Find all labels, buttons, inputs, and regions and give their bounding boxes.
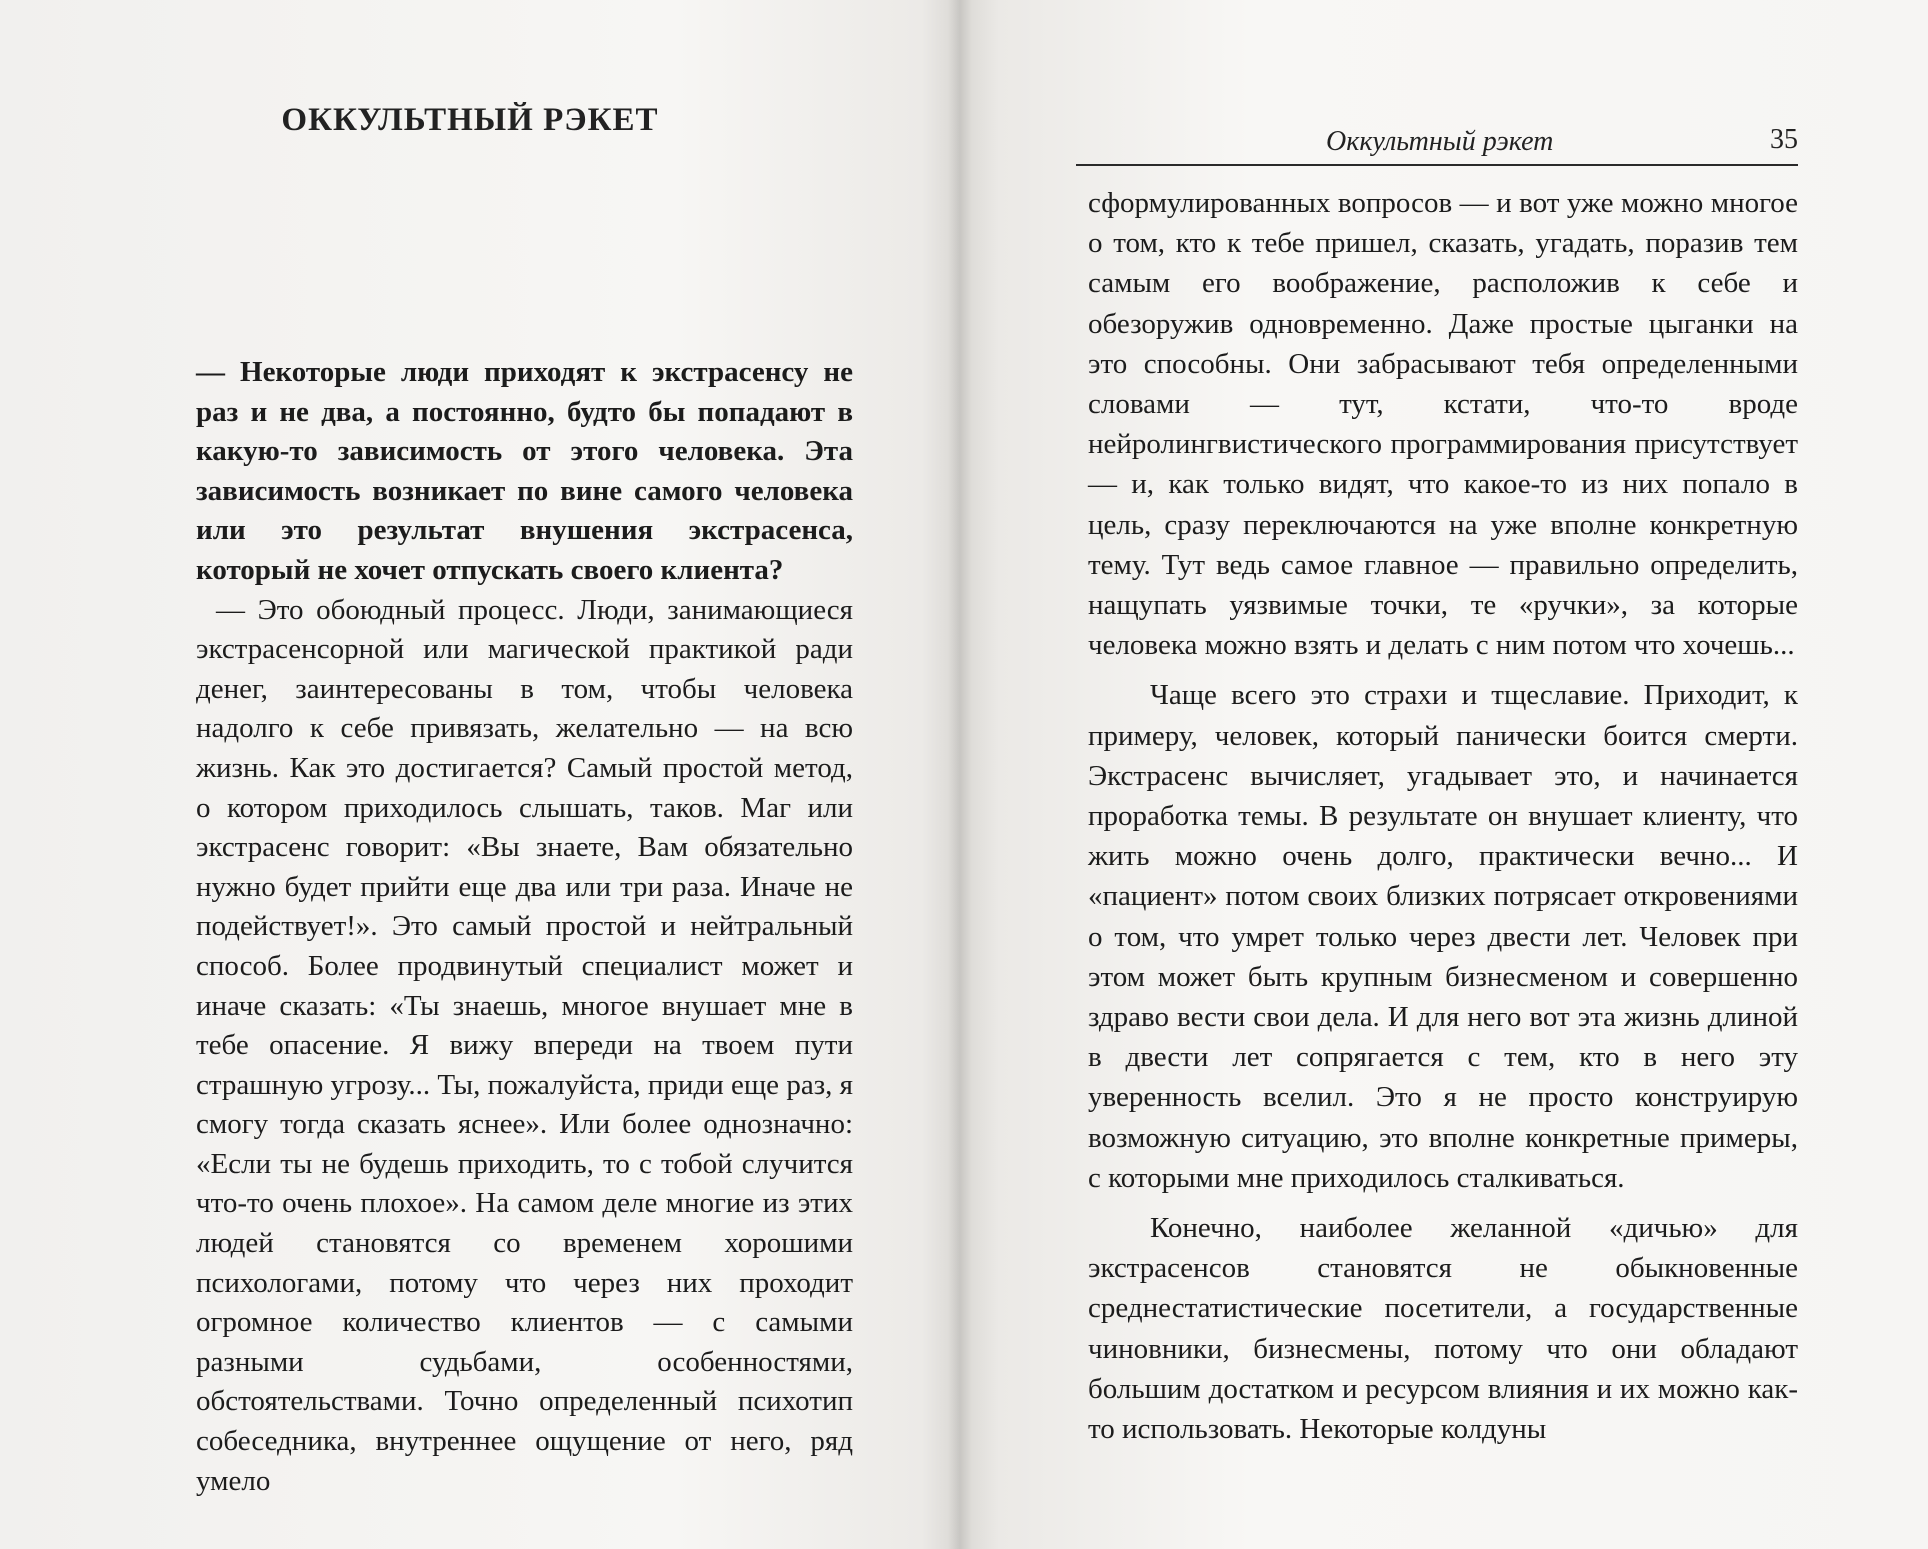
paragraph: Чаще всего это страхи и тщеславие. Приходит, к примеру, человек, который панически боится смерти. Экстрасенс вычисляет, угадывает это, и начинается проработка темы. В результате он внушает клиенту, что жить можно очень долго, практически вечно... И «пациент» потом своих близких потрясает откровениями о том, что умрет только через двести лет. Человек при этом может быть крупным бизнесменом и совершенно здраво вести свои дела. И для него вот эта жизнь длиной в двести лет сопрягается с тем, кто в него эту уверенность вселил. Это я не просто конструирую возможную ситуацию, это вполне конкретные примеры, с которыми мне приходилось сталкиваться. xyxy=(1088,679,1798,1194)
left-page xyxy=(0,0,960,1549)
interview-question: — Некоторые люди приходят к экстрасенсу не раз и не два, а постоянно, будто бы попадают в какую-то зависимость от этого человека. Эта зависимость возникает по вине самого человека или это результат внушения экстрасенса, который не хочет отпускать своего клиента? xyxy=(196,356,853,586)
paragraph: Конечно, наиболее желанной «дичью» для экстрасенсов становятся не обыкновенные среднестатистические посетители, а государственные чиновники, бизнесмены, потому что они обладают большим достатком и ресурсом влияния и их можно как-то использовать. Некоторые колдуны xyxy=(1088,1212,1798,1446)
left-text-block xyxy=(196,353,853,1501)
running-title: Оккультный рэкет xyxy=(1326,126,1554,157)
interview-answer: — Это обоюдный процесс. Люди, занимающиеся экстрасенсорной или магической практикой ради денег, заинтересованы в том, чтобы человека надолго к себе привязать, желательно — на всю жизнь. Как это достигается? Самый простой метод, о котором приходилось слышать, таков. Маг или экстрасенс говорит: «Вы знаете, Вам обязательно нужно будет прийти еще два или три раза. Иначе не подействует!». Это самый простой и нейтральный способ. Более продвинутый специалист может и иначе сказать: «Ты знаешь, многое внушает мне в тебе опасение. Я вижу впереди на твоем пути страшную угрозу... Ты, пожалуйста, приди еще раз, я смогу тогда сказать яснее». Или более однозначно: «Если ты не будешь приходить, то с тобой случится что-то очень плохое». На самом деле многие из этих людей становятся со временем хорошими психологами, потому что через них проходит огромное количество клиентов — с самыми разными судьбами, особенностями, обстоятельствами. Точно определенный психотип собеседника, внутреннее ощущение от него, ряд умело xyxy=(196,593,853,1497)
chapter-title: ОККУЛЬТНЫЙ РЭКЕТ xyxy=(281,102,659,138)
paragraph-continued: сформулированных вопросов — и вот уже можно многое о том, кто к тебе пришел, сказать, угадать, поразив тем самым его воображение, расположив к себе и обезоружив одновременно. Даже простые цыганки на это способны. Они забрасывают тебя определенными словами — тут, кстати, что-то вроде нейролингвистического программирования присутствует — и, как только видят, что какое-то из них попало в цель, сразу переключаются на уже вполне конкретную тему. Тут ведь самое главное — правильно определить, нащупать уязвимые точки, те «ручки», за которые человека можно взять и делать с ним потом что хочешь... xyxy=(1088,187,1798,662)
running-header xyxy=(1076,116,1798,166)
right-text-block xyxy=(1088,183,1798,1449)
page-number: 35 xyxy=(1770,124,1798,155)
book-gutter xyxy=(948,0,972,1549)
